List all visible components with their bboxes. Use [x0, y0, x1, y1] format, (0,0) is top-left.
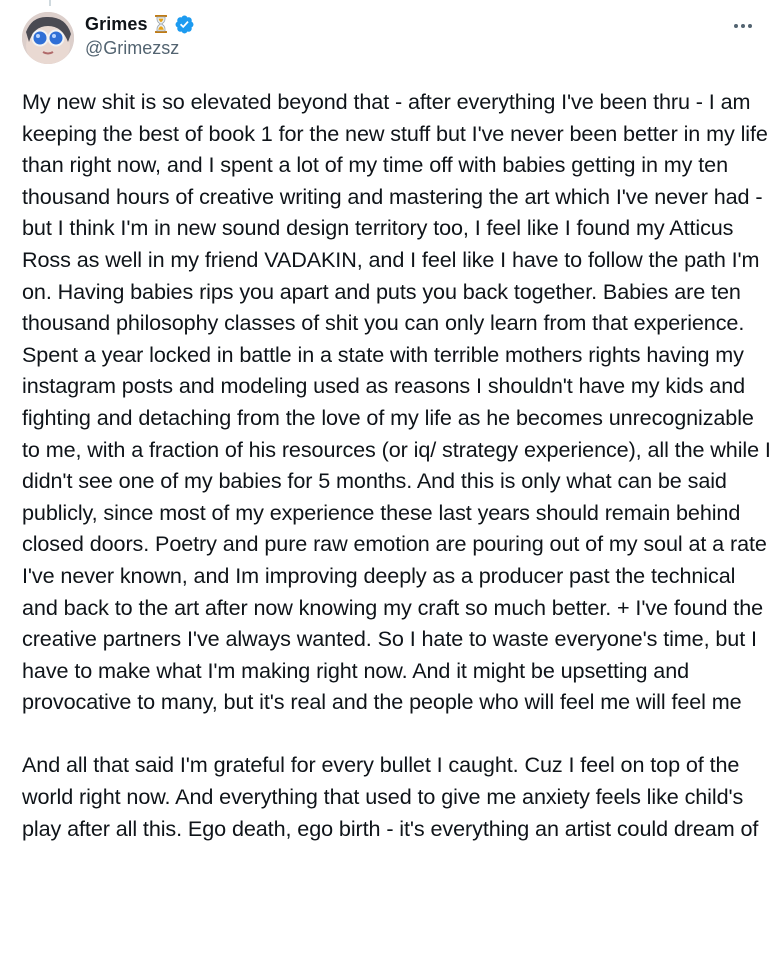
tweet-paragraph: My new shit is so elevated beyond that - after everything I've been thru - I am keeping the best of book 1 for the new stuff but I've never been better in my life than right now, and I spent a lot of my time off with babies getting in my ten thousand hours of creative writing and mastering the art which I've never had - but I think I'm in new sound design territory too, I feel like I found my Atticus Ross as well in my friend VADAKIN, and I feel like I have to follow the path I'm on. Having babies rips you apart and puts you back together. Babies are ten thousand philosophy classes of shit you can only learn from that experience. Spent a year locked in battle in a state with terrible mothers rights having my instagram posts and modeling used as reasons I shouldn't have my kids and fighting and detaching from the love of my life as he becomes unrecognizable to me, with a fraction of his resources (or iq/ strategy experience), all the while I didn't see one of my babies for 5 months. And this is only what can be said publicly, since most of my experience these last years should remain behind closed doors. Poetry and pure raw emotion are pouring out of my soul at a rate I've never known, and Im improving deeply as a producer past the technical and back to the art after now knowing my craft so much better. + I've found the creative partners I've always wanted. So I hate to waste everyone's time, but I have to make what I'm making right now. And it might be upsetting and provocative to many, but it's real and the people who will feel me will feel me: [22, 89, 771, 715]
verified-badge-icon: [174, 14, 195, 35]
author-block: [85, 12, 195, 59]
tweet-text: [22, 86, 772, 844]
tweet-paragraph: And all that said I'm grateful for every bullet I caught. Cuz I feel on top of the world right now. And everything that used to give me anxiety feels like child's play after all this. Ego death, ego birth - it's everything an artist could dream of: [22, 752, 759, 841]
display-name[interactable]: Grimes: [85, 13, 148, 34]
hourglass-icon: [154, 14, 168, 34]
user-handle[interactable]: @Grimezsz: [85, 38, 180, 58]
avatar[interactable]: [22, 12, 74, 64]
name-row: [85, 12, 195, 36]
more-options-button[interactable]: [726, 14, 760, 38]
tweet-header: [22, 10, 760, 62]
thread-connector: [49, 0, 51, 6]
more-dots-icon: [733, 23, 753, 29]
